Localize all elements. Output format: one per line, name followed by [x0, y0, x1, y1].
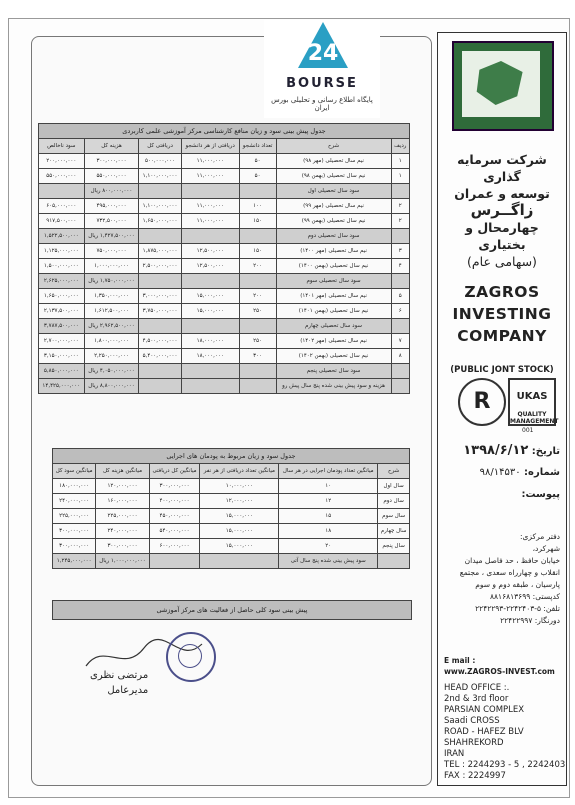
- table-cell: ۳۰۰,۰۰۰,۰۰۰: [53, 539, 96, 554]
- table-cell: ۵,۸۵۰,۰۰۰,۰۰۰: [39, 364, 85, 379]
- table-cell: ۳۰۰,۰۰۰,۰۰۰: [96, 539, 149, 554]
- table-cell: ۸,۸۰۰,۰۰۰,۰۰۰ ریال: [84, 379, 139, 394]
- table-cell: [181, 379, 239, 394]
- table-cell: ۳,۰۰۰,۰۰۰,۰۰۰: [139, 289, 181, 304]
- table-cell: ۱۰: [279, 479, 378, 494]
- table-cell: ۱۵,۰۰۰,۰۰۰: [181, 304, 239, 319]
- table-cell: ۳۰۰,۰۰۰,۰۰۰: [53, 524, 96, 539]
- table-cell: [391, 364, 409, 379]
- table-row: [39, 274, 410, 289]
- table-cell: ۱۱,۰۰۰,۰۰۰: [181, 169, 239, 184]
- table-cell: ۲,۲۵۰,۰۰۰,۰۰۰: [84, 349, 139, 364]
- table-cell: ۴۹۵,۰۰۰,۰۰۰: [84, 199, 139, 214]
- table-body: [53, 479, 410, 569]
- table-cell: ۱۵,۰۰۰,۰۰۰: [200, 524, 279, 539]
- table-cell: ۶۰۰,۰۰۰,۰۰۰: [149, 539, 200, 554]
- table-cell: ۲: [391, 199, 409, 214]
- table-cell: ۱,۰۰۰,۰۰۰,۰۰۰: [84, 259, 139, 274]
- table-cell: ۱۸,۰۰۰,۰۰۰: [181, 349, 239, 364]
- cert-number: 001: [522, 427, 534, 434]
- table-cell: ۱,۶۱۲,۵۰۰,۰۰۰: [84, 304, 139, 319]
- table-cell: سود سال تحصیلی پنجم: [276, 364, 391, 379]
- table-cell: ۵۰: [239, 154, 276, 169]
- table-row: [39, 244, 410, 259]
- brand-name: BOURSE: [286, 76, 358, 91]
- table-cell: [39, 184, 85, 199]
- map-icon: [474, 61, 528, 105]
- table-cell: ۲,۵۰۰,۰۰۰,۰۰۰: [139, 259, 181, 274]
- table-cell: ۳: [391, 244, 409, 259]
- bourse-logo-icon: [296, 20, 350, 72]
- table-cell: ۸: [391, 349, 409, 364]
- table-cell: سال پنجم: [378, 539, 410, 554]
- table-cell: [181, 229, 239, 244]
- col-header: میانگین تعداد پودمان اجرایی در هر سال: [279, 464, 378, 479]
- table-row: [39, 334, 410, 349]
- col-header: دریافتی از هر دانشجو: [181, 139, 239, 154]
- table-cell: ۱۶۰,۰۰۰,۰۰۰: [96, 494, 149, 509]
- table-cell: ۱,۰۰۰,۰۰۰,۰۰۰ ریال: [96, 554, 149, 569]
- table-cell: ۵۰۰,۰۰۰,۰۰۰: [139, 154, 181, 169]
- table-row: [39, 184, 410, 199]
- table-cell: [139, 184, 181, 199]
- table-cell: نیم سال تحصیلی (بهمن ۹۹): [276, 214, 391, 229]
- profit-forecast-table: [38, 123, 410, 394]
- table-cell: نیم سال تحصیلی (بهمن ۱۴۰۰): [276, 259, 391, 274]
- table-cell: ۱,۵۲۲,۵۰۰,۰۰۰: [39, 229, 85, 244]
- table-cell: ۲۰۰: [239, 289, 276, 304]
- table-cell: ۲: [391, 214, 409, 229]
- table-cell: ۱: [391, 169, 409, 184]
- table-cell: ۳۰۰: [239, 349, 276, 364]
- table-cell: ۲۵۰: [239, 334, 276, 349]
- table-cell: [391, 229, 409, 244]
- table-cell: ۲۰۰,۰۰۰,۰۰۰: [39, 154, 85, 169]
- table-cell: ۱۲: [279, 494, 378, 509]
- table-cell: ۱۱,۰۰۰,۰۰۰: [181, 199, 239, 214]
- table-cell: ۱,۷۵۰,۰۰۰,۰۰۰ ریال: [84, 274, 139, 289]
- table-cell: هزینه و سود پیش بینی شده پنج سال پیش رو: [276, 379, 391, 394]
- table-cell: [139, 229, 181, 244]
- table-row: [39, 229, 410, 244]
- table-cell: [139, 379, 181, 394]
- table-cell: سود سال تحصیلی سوم: [276, 274, 391, 289]
- table-cell: [239, 319, 276, 334]
- table-cell: [139, 274, 181, 289]
- col-header: میانگین کل دریافتی: [149, 464, 200, 479]
- table-cell: ۱۴,۴۲۵,۰۰۰,۰۰۰: [39, 379, 85, 394]
- table-cell: [200, 554, 279, 569]
- table-cell: ۴: [391, 259, 409, 274]
- table-row: [39, 259, 410, 274]
- table-cell: ۱,۱۰۰,۰۰۰,۰۰۰: [139, 199, 181, 214]
- table-cell: ۱,۱۲۵,۰۰۰,۰۰۰: [39, 244, 85, 259]
- table-cell: [239, 184, 276, 199]
- table-cell: سال چهارم: [378, 524, 410, 539]
- table-cell: ۱۱,۰۰۰,۰۰۰: [181, 154, 239, 169]
- table-cell: ۱,۶۵۰,۰۰۰,۰۰۰: [139, 214, 181, 229]
- table-cell: ۵۴۰,۰۰۰,۰۰۰: [149, 524, 200, 539]
- table-cell: ۶۰۵,۰۰۰,۰۰۰: [39, 199, 85, 214]
- table-row: [53, 494, 410, 509]
- table-cell: ۹۱۷,۵۰۰,۰۰۰: [39, 214, 85, 229]
- table-cell: ۲,۶۲۵,۰۰۰,۰۰۰: [39, 274, 85, 289]
- table-cell: [391, 274, 409, 289]
- table-cell: ۱,۲۴۵,۰۰۰,۰۰۰: [53, 554, 96, 569]
- table-row: [39, 214, 410, 229]
- table-row: [53, 509, 410, 524]
- col-header: سود ناخالص: [39, 139, 85, 154]
- table-cell: ۲,۱۳۷,۵۰۰,۰۰۰: [39, 304, 85, 319]
- module-profit-table: [52, 448, 410, 569]
- company-logo: [452, 41, 554, 131]
- table-row: [39, 304, 410, 319]
- table-cell: ۱۵۰: [239, 214, 276, 229]
- table-cell: نیم سال تحصیلی (مهر ۱۴۰۲): [276, 334, 391, 349]
- col-header: ردیف: [391, 139, 409, 154]
- table-cell: [139, 364, 181, 379]
- ukas-cert-icon: UKAS QUALITY MANAGEMENT: [508, 378, 556, 426]
- table-cell: ۱۵: [279, 509, 378, 524]
- table-row: [53, 524, 410, 539]
- table-cell: ۱۰۰: [239, 199, 276, 214]
- table-cell: [391, 379, 409, 394]
- number-line: شماره: ۹۸/۱۴۵۳۰: [479, 467, 560, 478]
- table-cell: سود سال تحصیلی دوم: [276, 229, 391, 244]
- table-row: [39, 199, 410, 214]
- brand-subtitle: پایگاه اطلاع رسانی و تحلیلی بورس ایران: [271, 96, 373, 112]
- table-cell: نیم سال تحصیلی (مهر ۱۴۰۱): [276, 289, 391, 304]
- table-cell: ۳,۷۸۷,۵۰۰,۰۰۰: [39, 319, 85, 334]
- table-row: [39, 154, 410, 169]
- table-title: جدول سود و زیان مربوط به پودمان های اجرایی: [53, 449, 410, 464]
- table-cell: نیم سال تحصیلی (بهمن ۱۴۰۲): [276, 349, 391, 364]
- table-cell: [181, 364, 239, 379]
- table-cell: ۲,۷۰۰,۰۰۰,۰۰۰: [39, 334, 85, 349]
- table-cell: [239, 364, 276, 379]
- table-cell: نیم سال تحصیلی (مهر ۱۴۰۰): [276, 244, 391, 259]
- table-cell: ۷۵۰,۰۰۰,۰۰۰: [84, 244, 139, 259]
- table-cell: ۷: [391, 334, 409, 349]
- table-cell: [391, 184, 409, 199]
- svg-text:24: 24: [307, 41, 339, 66]
- table-cell: ۲۰: [279, 539, 378, 554]
- table-cell: ۱,۸۰۰,۰۰۰,۰۰۰: [84, 334, 139, 349]
- table-cell: [139, 319, 181, 334]
- table-row: [39, 349, 410, 364]
- table-cell: سال اول: [378, 479, 410, 494]
- table-cell: ۱۵۰: [239, 244, 276, 259]
- table-cell: ۱,۱۰۰,۰۰۰,۰۰۰: [139, 169, 181, 184]
- company-stamp: [166, 632, 216, 682]
- company-name-fa: شرکت سرمایه گذاری توسعه و عمران زاگــرس چهارمحال و بختیاری (سهامی عام): [454, 152, 550, 269]
- table-row: [39, 169, 410, 184]
- table-cell: ۲۴۰,۰۰۰,۰۰۰: [53, 494, 96, 509]
- table-cell: ۱۵,۰۰۰,۰۰۰: [200, 509, 279, 524]
- table-cell: ۷۳۲,۵۰۰,۰۰۰: [84, 214, 139, 229]
- table-cell: ۱۸: [279, 524, 378, 539]
- table-cell: ۵۵۰,۰۰۰,۰۰۰: [84, 169, 139, 184]
- table-cell: ۴,۰۵۰,۰۰۰,۰۰۰ ریال: [84, 364, 139, 379]
- table-cell: ۱۰,۰۰۰,۰۰۰: [200, 479, 279, 494]
- signatory-name: مرتضی نظری: [90, 670, 149, 681]
- table-cell: سود پیش بینی شده پنج سال آتی: [279, 554, 378, 569]
- table-cell: [181, 184, 239, 199]
- table-cell: نیم سال تحصیلی (بهمن ۹۸): [276, 169, 391, 184]
- table-cell: [391, 319, 409, 334]
- table-cell: ۱۲,۰۰۰,۰۰۰: [200, 494, 279, 509]
- table-row: [53, 554, 410, 569]
- table-cell: سال دوم: [378, 494, 410, 509]
- table-cell: ۱۲,۵۰۰,۰۰۰: [181, 259, 239, 274]
- table-cell: ۵: [391, 289, 409, 304]
- table-row: [53, 539, 410, 554]
- date-line: تاریخ: ۱۳۹۸/۶/۱۲: [463, 443, 560, 458]
- table-row: [39, 289, 410, 304]
- table-cell: ۳۰۰,۰۰۰,۰۰۰: [149, 479, 200, 494]
- table-cell: ۳,۷۵۰,۰۰۰,۰۰۰: [139, 304, 181, 319]
- table-cell: ۳,۱۵۰,۰۰۰,۰۰۰: [39, 349, 85, 364]
- table-cell: ۱۱,۰۰۰,۰۰۰: [181, 214, 239, 229]
- table-cell: نیم سال تحصیلی (مهر ۹۸): [276, 154, 391, 169]
- company-name-en: ZAGROS INVESTING COMPANY: [452, 283, 552, 345]
- table-cell: [149, 554, 200, 569]
- table-cell: نیم سال تحصیلی (مهر ۹۹): [276, 199, 391, 214]
- signature-block: [90, 668, 148, 698]
- table-row: [39, 379, 410, 394]
- table-cell: ۴۰۰,۰۰۰,۰۰۰: [149, 494, 200, 509]
- table-cell: ۱۲۰,۰۰۰,۰۰۰: [96, 479, 149, 494]
- table-cell: نیم سال تحصیلی (بهمن ۱۴۰۱): [276, 304, 391, 319]
- table-cell: ۱۸۰,۰۰۰,۰۰۰: [53, 479, 96, 494]
- table-cell: [239, 229, 276, 244]
- table-cell: ۵۰: [239, 169, 276, 184]
- col-header: میانگین تعداد دریافتی از هر نفر: [200, 464, 279, 479]
- table-row: [39, 319, 410, 334]
- website: E mail : www.ZAGROS-INVEST.com: [444, 656, 555, 676]
- letter-number: ۹۸/۱۴۵۳۰: [479, 467, 521, 478]
- date-value: ۱۳۹۸/۶/۱۲: [463, 443, 529, 458]
- attachment-line: پیوست:: [521, 489, 560, 500]
- address-en: HEAD OFFICE :. 2nd & 3rd floor PARSIAN COMPLEX Saadi CROSS ROAD - HAFEZ BLV SHAHREKORD IRAN TEL : 2244293 - 5 , 2242403 FAX : 2224997: [444, 683, 566, 781]
- letterhead-sidebar: [437, 32, 567, 786]
- table-cell: سال سوم: [378, 509, 410, 524]
- col-header: هزینه کل: [84, 139, 139, 154]
- table-cell: [181, 319, 239, 334]
- table-cell: ۲۲۵,۰۰۰,۰۰۰: [96, 509, 149, 524]
- col-header: شرح: [276, 139, 391, 154]
- table-cell: ۲۵۰: [239, 304, 276, 319]
- table-row: [39, 364, 410, 379]
- table-body: [39, 154, 410, 394]
- table-cell: ۳۰۰,۰۰۰,۰۰۰: [84, 154, 139, 169]
- table-cell: [378, 554, 410, 569]
- table-cell: ۱,۵۰۰,۰۰۰,۰۰۰: [39, 259, 85, 274]
- table-title: جدول پیش بینی سود و زیان منافع کارشناسی مرکز آموزشی علمی کاربردی: [39, 124, 410, 139]
- col-header: میانگین سود کل: [53, 464, 96, 479]
- table-cell: ۶: [391, 304, 409, 319]
- table-cell: ۴۵۰,۰۰۰,۰۰۰: [149, 509, 200, 524]
- total-forecast-line: پیش بینی سود کلی حاصل از فعالیت های مرکز آموزشی: [52, 600, 412, 620]
- company-type-en: (PUBLIC JONT STOCK): [450, 365, 554, 375]
- table-row: [53, 479, 410, 494]
- table-cell: سود سال تحصیلی چهارم: [276, 319, 391, 334]
- table-cell: ۱,۴۲۷,۵۰۰,۰۰۰ ریال: [84, 229, 139, 244]
- table-cell: ۱,۸۷۵,۰۰۰,۰۰۰: [139, 244, 181, 259]
- table-cell: ۲۰۰: [239, 259, 276, 274]
- table-cell: ۸۰۰,۰۰۰,۰۰۰ ریال: [84, 184, 139, 199]
- table-cell: [239, 379, 276, 394]
- table-cell: [181, 274, 239, 289]
- col-header: تعداد دانشجو: [239, 139, 276, 154]
- table-cell: ۲۴۰,۰۰۰,۰۰۰: [96, 524, 149, 539]
- address-fa: دفتر مرکزی: شهرکرد، خیابان حافظ ، حد فاصل میدان انقلاب و چهارراه سعدی ، مجتمع پارسیان ، طبقه دوم و سوم کدپستی: ۸۸۱۶۸۱۳۶۹۹ تلفن: ۵-۲۲۴۲۴۰۳-۲۲۴۲۲۹۳ دورنگار: ۲۲۴۲۲۹۹۷: [459, 532, 560, 625]
- table-cell: ۱,۶۵۰,۰۰۰,۰۰۰: [39, 289, 85, 304]
- signatory-title: مدیرعامل: [107, 685, 149, 696]
- table-cell: سود سال تحصیلی اول: [276, 184, 391, 199]
- bourse-watermark-logo: [264, 20, 380, 118]
- table-cell: ۱۸,۰۰۰,۰۰۰: [181, 334, 239, 349]
- table-cell: ۱,۳۵۰,۰۰۰,۰۰۰: [84, 289, 139, 304]
- table-cell: ۱: [391, 154, 409, 169]
- registered-cert-icon: R: [458, 378, 506, 426]
- table-cell: ۱۲,۵۰۰,۰۰۰: [181, 244, 239, 259]
- table-cell: ۴,۵۰۰,۰۰۰,۰۰۰: [139, 334, 181, 349]
- table-cell: ۱۵,۰۰۰,۰۰۰: [181, 289, 239, 304]
- col-header: میانگین هزینه کل: [96, 464, 149, 479]
- table-cell: ۵۵۰,۰۰۰,۰۰۰: [39, 169, 85, 184]
- table-cell: ۲,۹۶۲,۵۰۰,۰۰۰ ریال: [84, 319, 139, 334]
- col-header: دریافتی کل: [139, 139, 181, 154]
- col-header: شرح: [378, 464, 410, 479]
- table-cell: ۵,۴۰۰,۰۰۰,۰۰۰: [139, 349, 181, 364]
- table-cell: ۲۲۵,۰۰۰,۰۰۰: [53, 509, 96, 524]
- table-cell: ۱۵,۰۰۰,۰۰۰: [200, 539, 279, 554]
- table-cell: [239, 274, 276, 289]
